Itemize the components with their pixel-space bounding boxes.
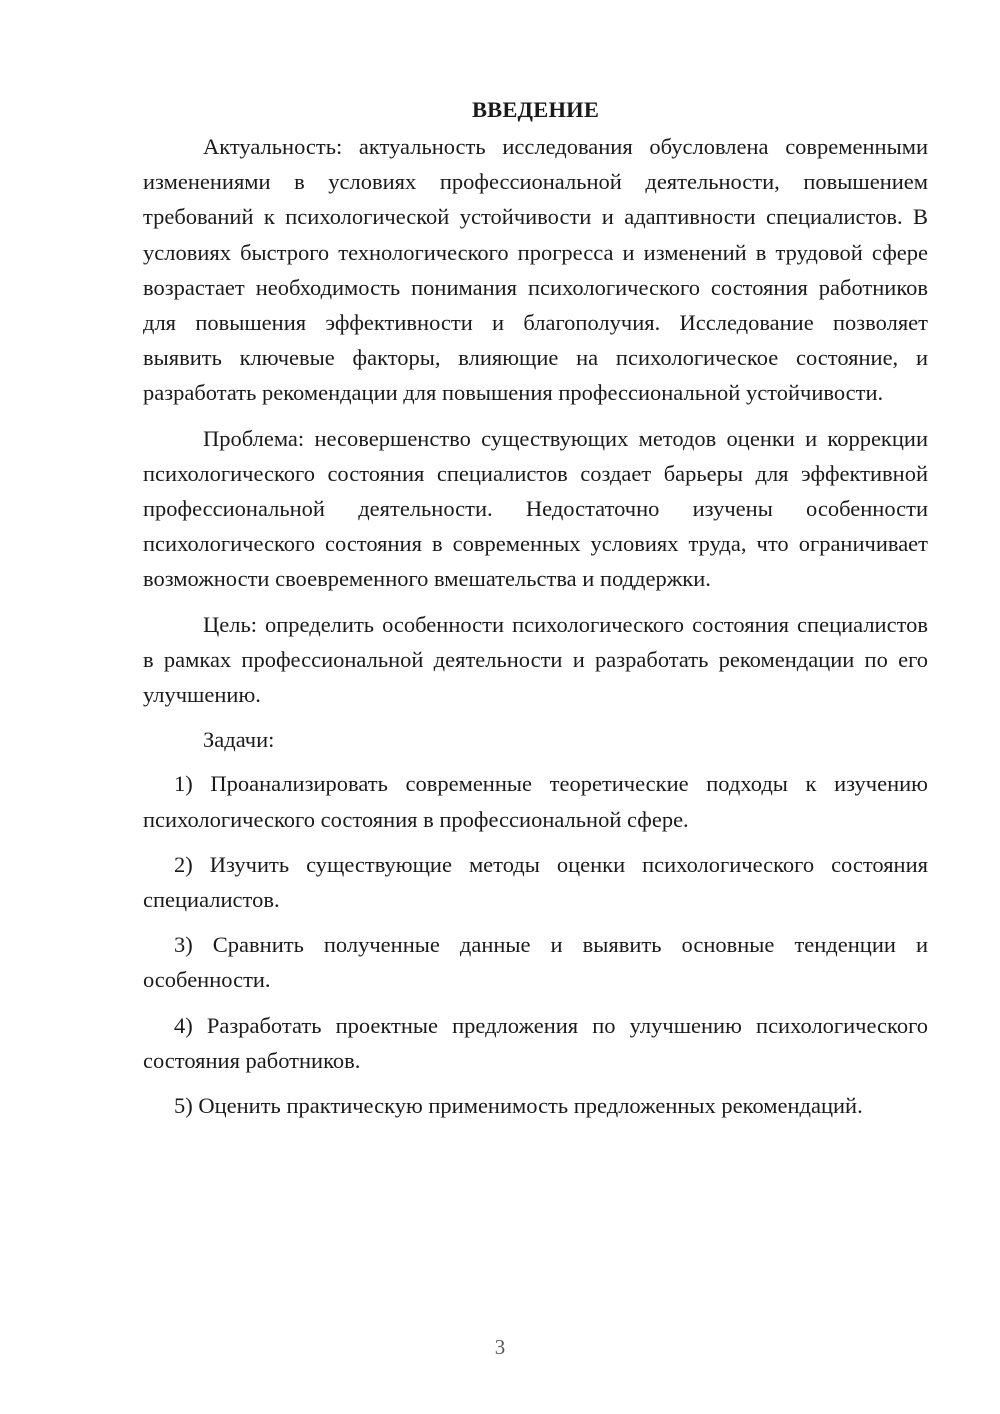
section-heading: ВВЕДЕНИЕ xyxy=(471,97,600,122)
task-item: 5) Оценить практическую применимость предложенных рекомендаций. xyxy=(174,1093,863,1119)
paragraph-problem: Проблема: несовершенство существующих методов оценки и коррекции психологического состояния специалистов создает барьеры для эффективной профессиональной деятельности. Недостаточно изучены особенности психологического состояния в современных условиях труда, что ограничивает возможности своевременного вмешательства и поддержки. xyxy=(143,425,928,592)
task-item: 1) Проанализировать современные теоретические подходы к изучению психологического состояния в профессиональной сфере. xyxy=(143,771,928,832)
paragraph-relevance: Актуальность: актуальность исследования обусловлена современными изменениями в условиях профессиональной деятельности, повышением требований к психологической устойчивости и адаптивности специалистов. В условиях быстрого технологического прогресса и изменений в трудовой сфере возрастает необходимость понимания психологического состояния работников для повышения эффективности и благополучия. Исследование позволяет выявить ключевые факторы, влияющие на психологическое состояние, и разработать рекомендации для повышения профессиональной устойчивости. xyxy=(143,134,928,406)
document-page xyxy=(143,92,928,1133)
task-item: 3) Сравнить полученные данные и выявить основные тенденции и особенности. xyxy=(143,932,928,993)
page-number: 3 xyxy=(494,1335,506,1359)
task-item: 2) Изучить существующие методы оценки психологического состояния специалистов. xyxy=(143,851,928,913)
tasks-label: Задачи: xyxy=(203,727,275,753)
task-item: 4) Разработать проектные предложения по улучшению психологического состояния работников. xyxy=(143,1012,928,1073)
paragraph-goal: Цель: определить особенности психологического состояния специалистов в рамках профессиональной деятельности и разработать рекомендации по его улучшению. xyxy=(143,611,928,708)
